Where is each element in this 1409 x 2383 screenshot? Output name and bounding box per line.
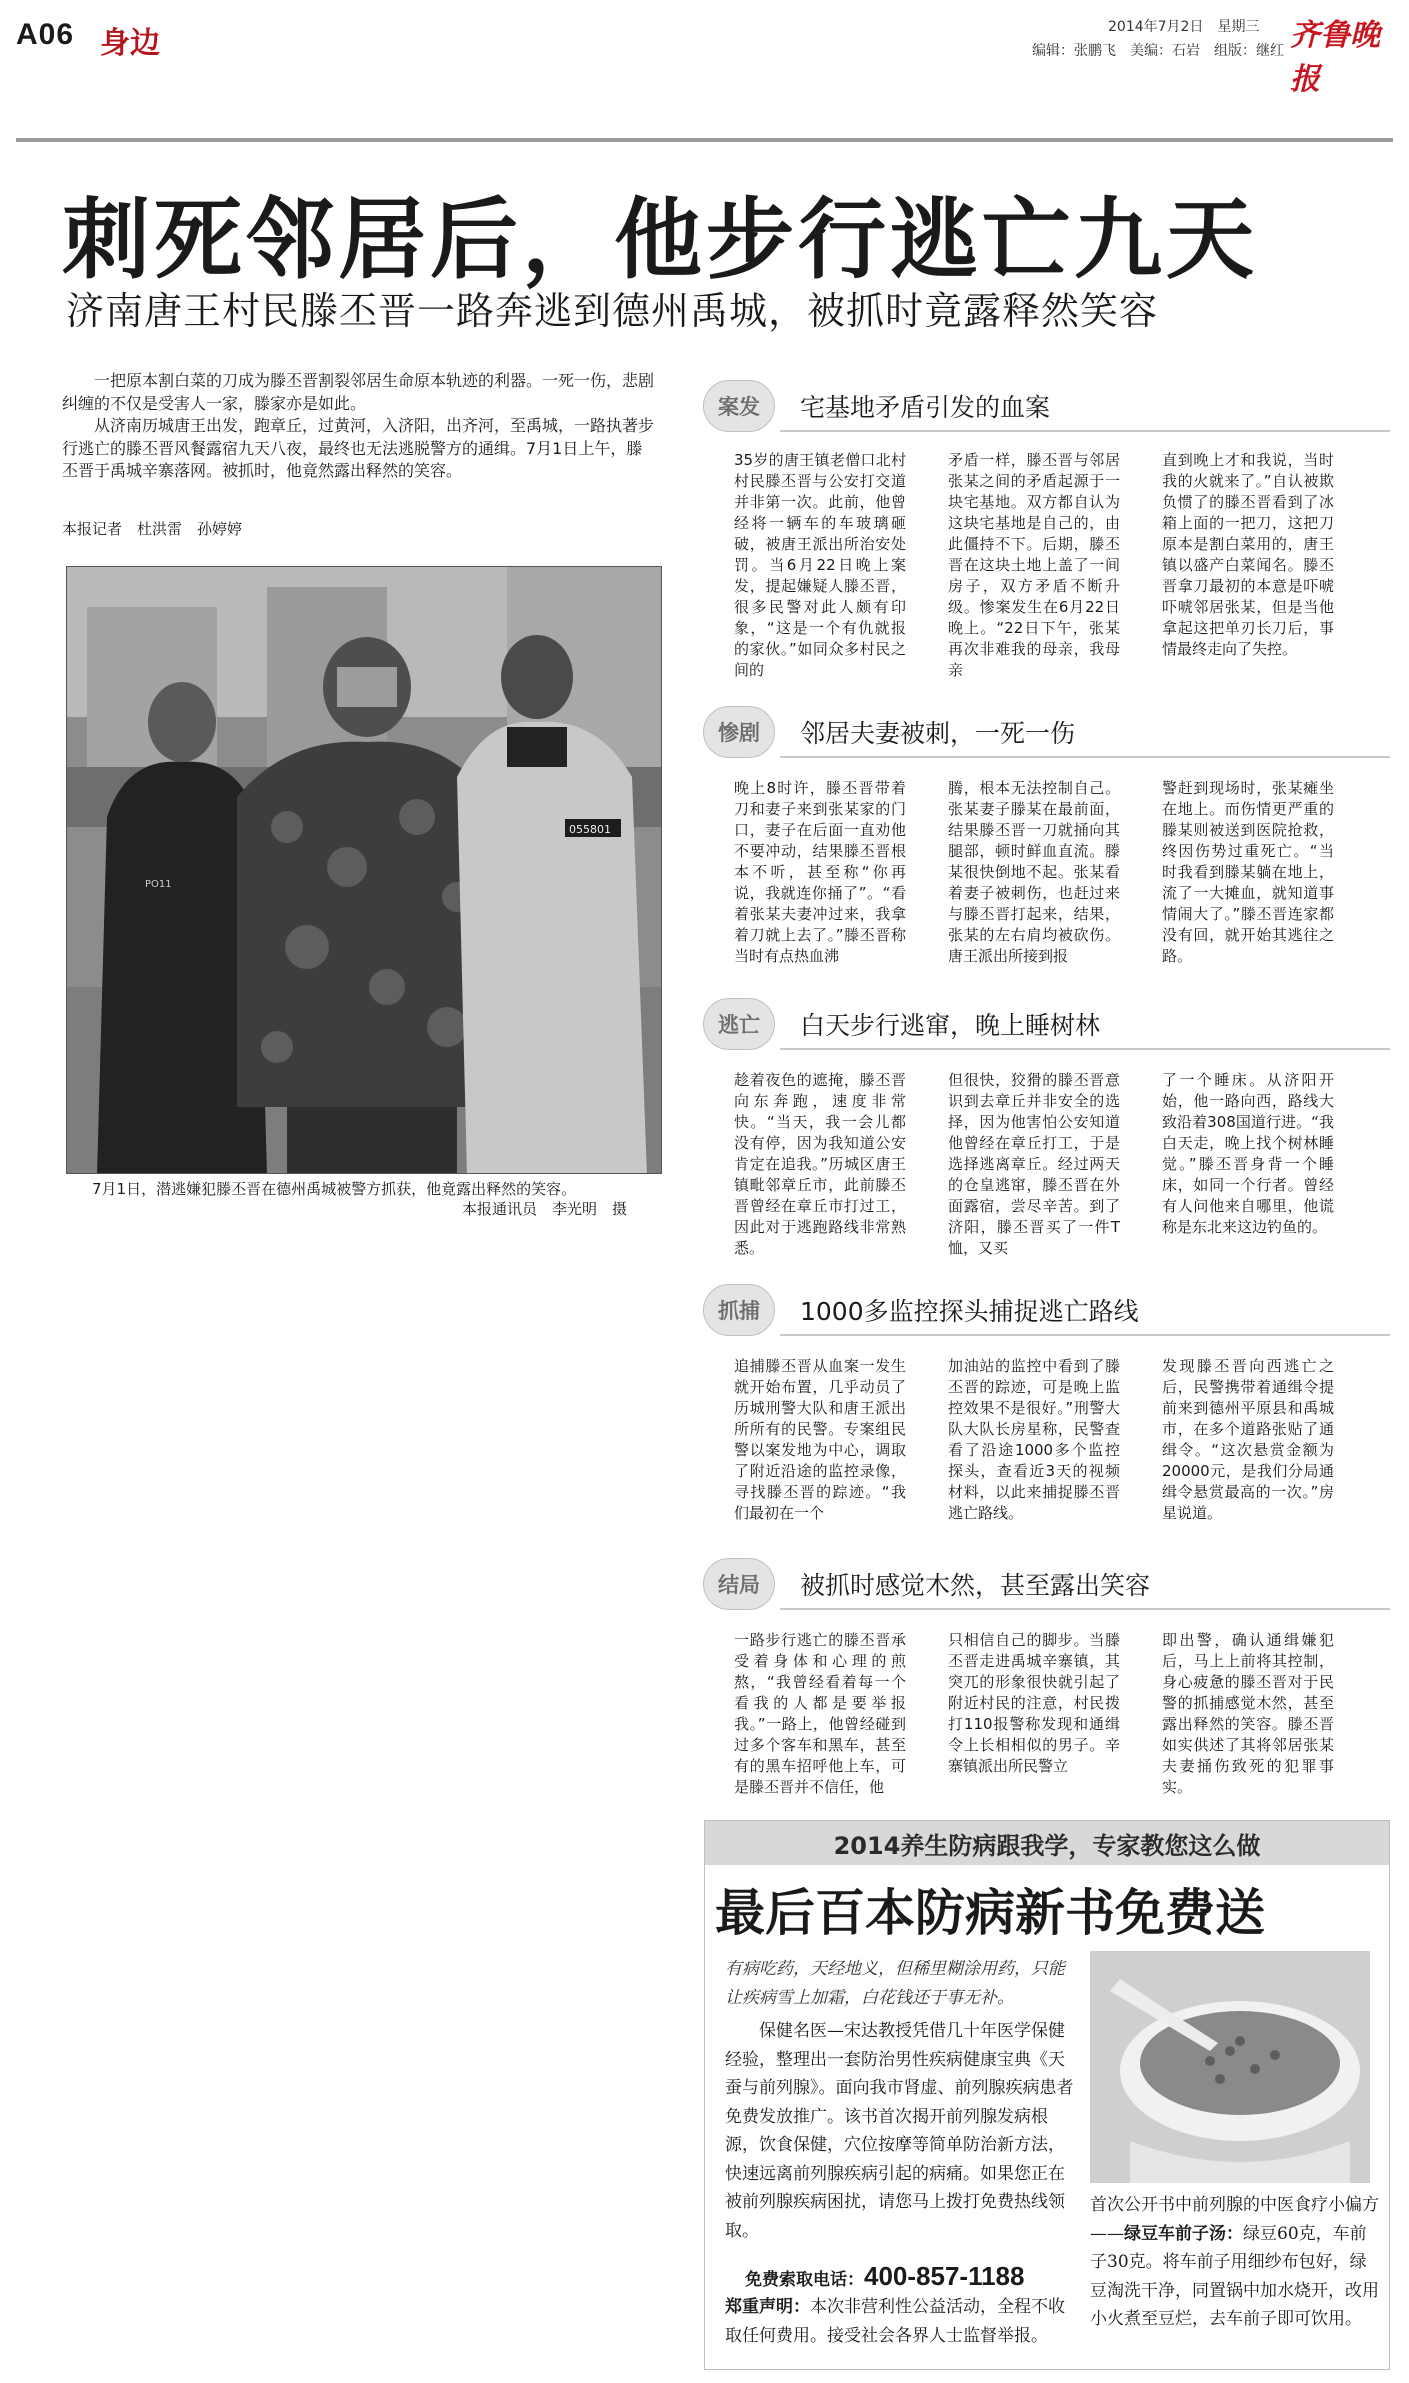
section-tag: 惨剧	[703, 706, 775, 758]
recipe-name: 绿豆车前子汤：	[1124, 2223, 1243, 2244]
section-column: 了一个睡床。从济阳开始，他一路向西，路线大致沿着308国道行进。“我白天走，晚上找个树林睡觉。”滕丕晋身背一个睡床，如同一个行者。曾经有人问他来自哪里，他谎称是东北来这边钓鱼的。	[1162, 1071, 1334, 1236]
section-column: 一路步行逃亡的滕丕晋承受着身体和心理的煎熬，“我曾经看着每一个看我的人都是要举报我。”一路上，他曾经碰到过多个客车和黑车，甚至有的黑车招呼他上车，可是滕丕晋并不信任，他	[734, 1631, 906, 1796]
ad-title: 最后百本防病新书免费送	[715, 1883, 1265, 1942]
section-column: 警赶到现场时，张某瘫坐在地上。而伤情更严重的滕某则被送到医院抢救，终因伤势过重死亡。“当时我看到滕某躺在地上，流了一大摊血，就知道事情闹大了。”滕丕晋连家都没有回，就开始其逃往之路。	[1162, 779, 1334, 965]
ad-banner: 2014养生防病跟我学，专家教您这么做	[705, 1821, 1389, 1865]
section-column: 发现滕丕晋向西逃亡之后，民警携带着通缉令提前来到德州平原县和禹城市，在多个道路张贴了通缉令。“这次悬赏金额为20000元，是我们分局通缉令悬赏最高的一次。”房星说道。	[1162, 1357, 1334, 1522]
section-rule	[780, 1608, 1390, 1610]
section-tag: 案发	[703, 380, 775, 432]
hotline-number[interactable]: 400-857-1188	[864, 2261, 1025, 2291]
page-number: A06	[16, 18, 75, 51]
statement-label: 郑重声明：	[725, 2297, 810, 2317]
arrest-photo	[66, 566, 662, 1174]
soup-bowl-illustration	[1090, 1951, 1370, 2183]
section-title: 被抓时感觉木然，甚至露出笑容	[800, 1571, 1151, 1600]
arrest-photo-illustration	[67, 567, 662, 1174]
mung-bean-soup-photo	[1090, 1951, 1370, 2183]
headline: 刺死邻居后，他步行逃亡九天	[62, 188, 1259, 291]
lead-paragraph: 一把原本割白菜的刀成为滕丕晋割裂邻居生命原本轨迹的利器。一死一伤，悲剧纠缠的不仅是受害人一家，滕家亦是如此。	[62, 371, 655, 413]
section-title: 宅基地矛盾引发的血案	[800, 393, 1051, 422]
section-rule	[780, 1048, 1390, 1050]
section-rule	[780, 430, 1390, 432]
ad-statement	[725, 2293, 1080, 2350]
lead-paragraphs	[62, 370, 658, 483]
section-column: 矛盾一样，滕丕晋与邻居张某之间的矛盾起源于一块宅基地。双方都自认为这块宅基地是自己的，由此僵持不下。后期，滕丕晋在这块土地上盖了一间房子，双方矛盾不断升级。惨案发生在6月22日晚上。“22日下午，张某再次非难我的母亲，我母亲	[948, 451, 1120, 679]
section-column: 晚上8时许，滕丕晋带着刀和妻子来到张某家的门口，妻子在后面一直劝他不要冲动，结果滕丕晋根本不听，甚至称“你再说，我就连你捅了”。“看着张某夫妻冲过来，我拿着刀就上去了。”滕丕晋称当时有点热血沸	[734, 779, 906, 965]
editor-credits: 编辑：张鹏飞 美编：石岩 组版：继红	[1032, 43, 1284, 59]
lead-paragraph: 从济南历城唐王出发，跑章丘，过黄河，入济阳，出齐河，至禹城，一路执著步行逃亡的滕丕晋风餐露宿九天八夜，最终也无法逃脱警方的通缉。7月1日上午，滕丕晋于禹城辛寨落网。被抓时，他竟然露出释然的笑容。	[62, 416, 655, 480]
section-column: 趁着夜色的遮掩，滕丕晋向东奔跑，速度非常快。“当天，我一会儿都没有停，因为我知道公安肯定在追我。”历城区唐王镇毗邻章丘市，此前滕丕晋曾经在章丘市打过工，因此对于逃跑路线非常熟悉。	[734, 1071, 906, 1257]
section-title: 白天步行逃窜，晚上睡树林	[800, 1011, 1101, 1040]
statement-text: 本次非营利性公益活动，全程不收取任何费用。接受社会各界人士监督举报。	[725, 2297, 1065, 2346]
section-column: 即出警，确认通缉嫌犯后，马上上前将其控制，身心疲惫的滕丕晋对于民警的抓捕感觉木然，甚至露出释然的笑容。滕丕晋如实供述了其将邻居张某夫妻捅伤致死的犯罪事实。	[1162, 1631, 1334, 1796]
section-column: 追捕滕丕晋从血案一发生就开始布置，几乎动员了历城刑警大队和唐王派出所所有的民警。专案组民警以案发地为中心，调取了附近沿途的监控录像，寻找滕丕晋的踪迹。“我们最初在一个	[734, 1357, 906, 1522]
book-giveaway-ad	[704, 1820, 1390, 2370]
officer-id-badge: 055801	[569, 823, 611, 836]
section-rule	[780, 756, 1390, 758]
paper-logo: 齐鲁晚报	[1290, 18, 1380, 97]
subheadline: 济南唐王村民滕丕晋一路奔逃到德州禹城，被抓时竟露释然笑容	[66, 289, 1159, 333]
hotline-label: 免费索取电话：	[745, 2270, 864, 2290]
section-column: 但很快，狡猾的滕丕晋意识到去章丘并非安全的选择，因为他害怕公安知道他曾经在章丘打工，于是选择逃离章丘。经过两天的仓皇逃窜，滕丕晋在外面露宿，尝尽辛苦。到了济阳，滕丕晋买了一件T恤，又买	[948, 1071, 1120, 1257]
section-name: 身边	[100, 26, 160, 61]
section-column: 加油站的监控中看到了滕丕晋的踪迹，可是晚上监控效果不是很好。”刑警大队大队长房星称，民警查看了沿途1000多个监控探头，查看近3天的视频材料，以此来捕捉滕丕晋逃亡路线。	[948, 1357, 1120, 1522]
section-column: 35岁的唐王镇老僧口北村村民滕丕晋与公安打交道并非第一次。此前，他曾经将一辆车的车玻璃砸破，被唐王派出所治安处罚。当6月22日晚上案发，提起嫌疑人滕丕晋，很多民警对此人颇有印象，“这是一个有仇就报的家伙。”如同众多村民之间的	[734, 451, 906, 679]
section-tag: 逃亡	[703, 998, 775, 1050]
photo-credit: 本报通讯员 李光明 摄	[462, 1200, 628, 1218]
ad-intro: 有病吃药，天经地义，但稀里糊涂用药，只能让疾病雪上加霜，白花钱还于事无补。	[725, 1959, 1065, 2008]
section-column: 直到晚上才和我说，当时我的火就来了。”自认被欺负惯了的滕丕晋看到了冰箱上面的一把刀，这把刀原本是割白菜用的，唐王镇以盛产白菜闻名。滕丕晋拿刀最初的本意是吓唬吓唬邻居张某，但是当他拿起这把单刃长刀后，事情最终走向了失控。	[1162, 451, 1334, 658]
header-divider	[16, 138, 1393, 142]
section-column: 腾，根本无法控制自己。张某妻子滕某在最前面，结果滕丕晋一刀就捅向其腿部，顿时鲜血直流。滕某很快倒地不起。张某看着妻子被刺伤，也赶过来与滕丕晋打起来，结果，张某的左右肩均被砍伤。唐王派出所接到报	[948, 779, 1120, 965]
ad-hotline	[745, 2261, 1024, 2295]
byline: 本报记者 杜洪雷 孙婷婷	[62, 520, 243, 538]
section-tag: 结局	[703, 1558, 775, 1610]
photo-caption: 7月1日，潜逃嫌犯滕丕晋在德州禹城被警方抓获，他竟露出释然的笑容。	[92, 1180, 577, 1198]
issue-date: 2014年7月2日 星期三	[1108, 19, 1260, 35]
section-column: 只相信自己的脚步。当滕丕晋走进禹城辛寨镇，其突兀的形象很快就引起了附近村民的注意，村民拨打110报警称发现和通缉令上长相相似的男子。辛寨镇派出所民警立	[948, 1631, 1120, 1775]
recipe-intro: 首次公开书中前列腺的中医食疗小偏方——	[1090, 2195, 1379, 2244]
section-title: 1000多监控探头捕捉逃亡路线	[800, 1297, 1139, 1326]
section-rule	[780, 1334, 1390, 1336]
ad-recipe	[1090, 2191, 1380, 2334]
section-tag: 抓捕	[703, 1284, 775, 1336]
officer-chest-badge: PO11	[145, 879, 172, 890]
ad-body: 保健名医—宋达教授凭借几十年医学保健经验，整理出一套防治男性疾病健康宝典《天蚕与前列腺》。面向我市肾虚、前列腺疾病患者免费发放推广。该书首次揭开前列腺发病根源，饮食保健，穴位按摩等简单防治新方法，快速远离前列腺疾病引起的病痛。如果您正在被前列腺疾病困扰，请您马上拨打免费热线领取。	[725, 2021, 1074, 2241]
recipe-text: 绿豆60克，车前子30克。将车前子用细纱布包好，绿豆淘洗干净，同置锅中加水烧开，改用小火煮至豆烂，去车前子即可饮用。	[1090, 2223, 1379, 2329]
section-title: 邻居夫妻被刺，一死一伤	[800, 719, 1076, 748]
